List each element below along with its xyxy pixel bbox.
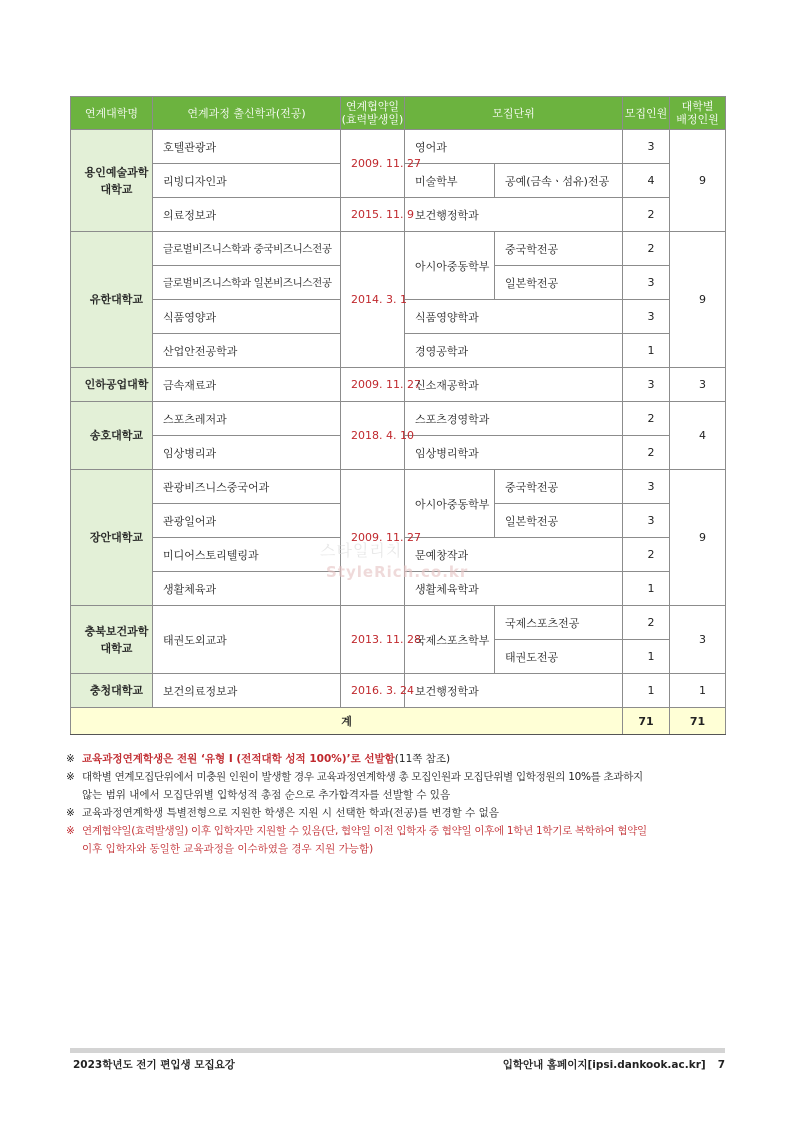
count-cell: 4 [623, 164, 670, 198]
total-label: 계 [71, 708, 623, 735]
count-cell: 3 [623, 470, 670, 504]
dept-cell: 식품영양과 [153, 300, 341, 334]
school-name-line1: 용인예술과학 [84, 165, 149, 179]
unit-cell: 문예창작과 [405, 538, 623, 572]
date-cell: 2013. 11. 28 [341, 606, 405, 674]
header-school: 연계대학명 [71, 97, 153, 130]
date-cell: 2009. 11. 27 [341, 130, 405, 198]
note-2-line1: 대학별 연계모집단위에서 미충원 인원이 발생할 경우 교육과정연계학생 총 모집인원과 모집단위별 입학정원의 10%를 초과하지 [82, 771, 643, 783]
header-date-line1: 연계협약일 [345, 100, 400, 113]
unit-cell: 신소재공학과 [405, 368, 623, 402]
table-row [71, 232, 726, 266]
table-header-row [71, 97, 726, 130]
note-4-line1: 연계협약일(효력발생일) 이후 입학자만 지원할 수 있음(단, 협약일 이전 입학자 중 협약일 이후에 1학년 1학기로 복학하여 협약일 [82, 825, 647, 837]
note-mark: ※ [66, 825, 75, 837]
table-row [71, 130, 726, 164]
header-total [670, 97, 726, 130]
subunit-cell: 일본학전공 [495, 266, 623, 300]
dept-cell: 금속재료과 [153, 368, 341, 402]
note-mark: ※ [66, 753, 75, 765]
count-cell: 2 [623, 436, 670, 470]
unit-cell: 국제스포츠학부 [405, 606, 495, 674]
note-1 [66, 750, 728, 768]
count-cell: 3 [623, 300, 670, 334]
unit-cell: 임상병리학과 [405, 436, 623, 470]
unit-cell: 생활체육학과 [405, 572, 623, 606]
admission-table [70, 96, 726, 735]
total-sum: 71 [670, 708, 726, 735]
dept-cell: 임상병리과 [153, 436, 341, 470]
school-name-line1: 충북보건과학 [84, 624, 149, 638]
unit-cell: 경영공학과 [405, 334, 623, 368]
date-cell: 2009. 11. 27 [341, 368, 405, 402]
header-date-line2: (효력발생일) [341, 113, 404, 126]
note-3 [66, 804, 728, 822]
footer-title: 2023학년도 전기 편입생 모집요강 [73, 1059, 235, 1071]
unit-cell: 보건행정학과 [405, 674, 623, 708]
note-1-rest: (11쪽 참조) [394, 753, 451, 765]
count-cell: 3 [623, 504, 670, 538]
note-4-line2: 이후 입학자와 동일한 교육과정을 이수하였을 경우 지원 가능함) [82, 843, 374, 855]
footer-divider [70, 1048, 725, 1053]
unit-cell: 아시아중동학부 [405, 470, 495, 538]
dept-cell: 글로벌비즈니스학과 일본비즈니스전공 [153, 266, 341, 300]
table-row [71, 606, 726, 640]
count-cell: 1 [623, 334, 670, 368]
watermark-korean: 스타일리치 [320, 541, 403, 560]
header-dept: 연계과정 출신학과(전공) [153, 97, 341, 130]
subunit-cell: 태권도전공 [495, 640, 623, 674]
table-row [71, 402, 726, 436]
unit-cell: 스포츠경영학과 [405, 402, 623, 436]
table-row [71, 470, 726, 504]
total-row [71, 708, 726, 735]
date-cell: 2015. 11. 9 [341, 198, 405, 232]
footer-right [503, 1057, 725, 1072]
school-total-cell: 9 [670, 130, 726, 232]
subunit-cell: 일본학전공 [495, 504, 623, 538]
school-name-line2: 대학교 [100, 641, 133, 655]
school-name: 장안대학교 [71, 470, 153, 606]
dept-cell: 스포츠레저과 [153, 402, 341, 436]
count-cell: 2 [623, 402, 670, 436]
count-cell: 3 [623, 266, 670, 300]
table-row [71, 674, 726, 708]
unit-cell: 아시아중동학부 [405, 232, 495, 300]
table-row [71, 368, 726, 402]
footer-homepage: 입학안내 홈페이지[ipsi.dankook.ac.kr] [502, 1059, 706, 1071]
header-count: 모집인원 [623, 97, 670, 130]
count-cell: 3 [623, 130, 670, 164]
page-number: 7 [717, 1059, 725, 1071]
watermark-url: StyleRich.co.kr [326, 563, 469, 581]
school-name [71, 130, 153, 232]
count-cell: 1 [623, 674, 670, 708]
dept-cell: 보건의료정보과 [153, 674, 341, 708]
count-cell: 2 [623, 606, 670, 640]
date-cell: 2016. 3. 24 [341, 674, 405, 708]
header-total-line1: 대학별 [681, 100, 714, 113]
school-total-cell: 9 [670, 470, 726, 606]
table-row [71, 198, 726, 232]
unit-cell: 보건행정학과 [405, 198, 623, 232]
school-total-cell: 4 [670, 402, 726, 470]
note-3-text: 교육과정연계학생 특별전형으로 지원한 학생은 지원 시 선택한 학과(전공)를 변경할 수 없음 [82, 807, 499, 819]
school-total-cell: 3 [670, 606, 726, 674]
dept-cell: 글로벌비즈니스학과 중국비즈니스전공 [153, 232, 341, 266]
dept-cell: 태권도외교과 [153, 606, 341, 674]
dept-cell: 리빙디자인과 [153, 164, 341, 198]
note-2-line2: 않는 범위 내에서 모집단위별 입학성적 총점 순으로 추가합격자를 선발할 수 있음 [82, 789, 451, 801]
header-unit: 모집단위 [405, 97, 623, 130]
note-4 [66, 822, 728, 858]
unit-cell: 영어과 [405, 130, 623, 164]
total-count: 71 [623, 708, 670, 735]
notes-section [66, 750, 728, 858]
dept-cell: 생활체육과 [153, 572, 341, 606]
count-cell: 1 [623, 572, 670, 606]
dept-cell: 의료정보과 [153, 198, 341, 232]
count-cell: 3 [623, 368, 670, 402]
count-cell: 2 [623, 232, 670, 266]
unit-cell: 미술학부 [405, 164, 495, 198]
count-cell: 2 [623, 198, 670, 232]
school-name: 충청대학교 [71, 674, 153, 708]
dept-cell: 관광비즈니스중국어과 [153, 470, 341, 504]
school-name: 인하공업대학 [71, 368, 153, 402]
school-total-cell: 9 [670, 232, 726, 368]
date-cell: 2009. 11. 27 [341, 470, 405, 606]
note-mark: ※ [66, 771, 75, 783]
school-total-cell: 3 [670, 368, 726, 402]
school-total-cell: 1 [670, 674, 726, 708]
dept-cell: 미디어스토리텔링과 [153, 538, 341, 572]
school-name [71, 606, 153, 674]
school-name-line2: 대학교 [100, 182, 133, 196]
subunit-cell: 공예(금속ㆍ섬유)전공 [495, 164, 623, 198]
school-name: 송호대학교 [71, 402, 153, 470]
header-total-line2: 배정인원 [676, 113, 719, 126]
subunit-cell: 중국학전공 [495, 470, 623, 504]
count-cell: 2 [623, 538, 670, 572]
subunit-cell: 중국학전공 [495, 232, 623, 266]
dept-cell: 산업안전공학과 [153, 334, 341, 368]
dept-cell: 관광일어과 [153, 504, 341, 538]
dept-cell: 호텔관광과 [153, 130, 341, 164]
school-name: 유한대학교 [71, 232, 153, 368]
date-cell: 2018. 4. 10 [341, 402, 405, 470]
header-date [341, 97, 405, 130]
note-2 [66, 768, 728, 804]
date-cell: 2014. 3. 1 [341, 232, 405, 368]
note-mark: ※ [66, 807, 75, 819]
unit-cell: 식품영양학과 [405, 300, 623, 334]
subunit-cell: 국제스포츠전공 [495, 606, 623, 640]
note-1-emphasis: 교육과정연계학생은 전원 ‘유형 I (전적대학 성적 100%)’로 선발함 [82, 753, 395, 765]
count-cell: 1 [623, 640, 670, 674]
